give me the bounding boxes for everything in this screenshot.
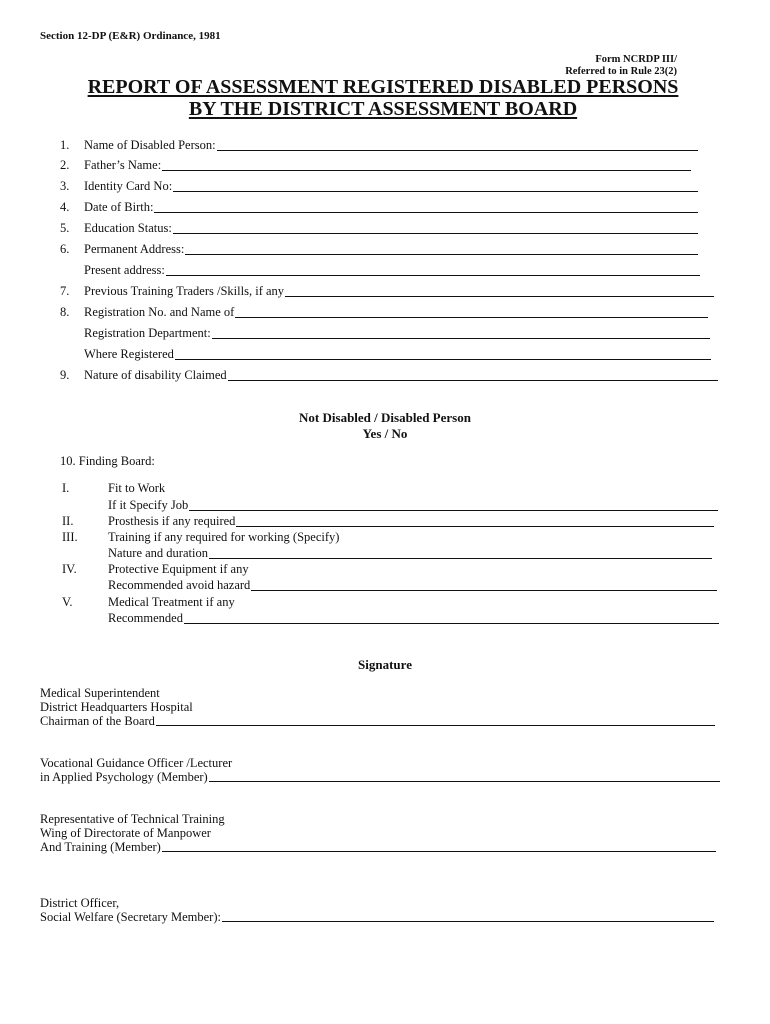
finding-item-label: Nature and duration	[108, 546, 208, 560]
yes-no-option[interactable]: Yes / No	[362, 426, 408, 441]
field-blank-line[interactable]	[184, 623, 719, 624]
roman-numeral: II.	[62, 514, 74, 528]
finding-fit-to-work[interactable]	[108, 497, 718, 513]
field-registration-no[interactable]	[60, 304, 708, 320]
field-number: 3.	[60, 179, 70, 193]
finding-item-label: Training if any required for working (Specify)	[108, 530, 340, 544]
finding-item-label: Prosthesis if any required	[108, 514, 236, 528]
field-label: Education Status:	[84, 221, 172, 235]
field-blank-line[interactable]	[173, 233, 698, 234]
signature-line[interactable]	[162, 851, 716, 852]
signatory-title-line: Wing of Directorate of Manpower	[40, 826, 211, 840]
field-blank-line[interactable]	[166, 275, 700, 276]
finding-prosthesis[interactable]	[108, 513, 714, 529]
field-blank-line[interactable]	[162, 170, 691, 171]
signatory-title-line: Vocational Guidance Officer /Lecturer	[40, 756, 233, 770]
signatory-title-line: And Training (Member)	[40, 840, 161, 854]
signatory-title-line: District Officer,	[40, 896, 120, 910]
title-line-2: BY THE DISTRICT ASSESSMENT BOARD	[188, 98, 578, 120]
finding-item-label: Medical Treatment if any	[108, 595, 235, 609]
field-label: Date of Birth:	[84, 200, 154, 214]
finding-item-label: Recommended avoid hazard	[108, 578, 251, 592]
field-blank-line[interactable]	[154, 212, 698, 213]
field-number: 1.	[60, 138, 70, 152]
signature-block-technical[interactable]	[40, 812, 716, 854]
signature-line[interactable]	[209, 781, 720, 782]
signature-line[interactable]	[222, 921, 714, 922]
field-label: Identity Card No:	[84, 179, 173, 193]
field-previous-training[interactable]	[60, 283, 714, 299]
field-blank-line[interactable]	[173, 191, 698, 192]
finding-medical-treatment[interactable]	[108, 610, 719, 626]
field-blank-line[interactable]	[212, 338, 710, 339]
section-reference: Section 12-DP (E&R) Ordinance, 1981	[40, 30, 221, 42]
field-label: Previous Training Traders /Skills, if any	[84, 284, 285, 298]
field-present-address[interactable]	[60, 262, 700, 278]
field-blank-line[interactable]	[189, 510, 718, 511]
signature-block-vocational[interactable]	[40, 756, 720, 784]
field-blank-line[interactable]	[175, 359, 711, 360]
field-identity-card[interactable]	[60, 178, 698, 194]
field-father-name[interactable]	[60, 157, 691, 173]
field-blank-line[interactable]	[209, 558, 712, 559]
field-blank-line[interactable]	[185, 254, 698, 255]
roman-numeral: V.	[62, 595, 73, 609]
roman-numeral: I.	[62, 481, 70, 495]
finding-item-label: Protective Equipment if any	[108, 562, 249, 576]
rule-reference: Referred to in Rule 23(2)	[565, 66, 677, 77]
field-label: Nature of disability Claimed	[84, 368, 227, 382]
field-label: Registration Department:	[84, 326, 211, 340]
field-label: Present address:	[84, 263, 165, 277]
signatory-title-line: Medical Superintendent	[40, 686, 160, 700]
field-number: 2.	[60, 158, 70, 172]
field-registration-department[interactable]	[60, 325, 710, 341]
field-label: Permanent Address:	[84, 242, 185, 256]
finding-training[interactable]	[108, 545, 712, 561]
field-label: Name of Disabled Person:	[84, 138, 216, 152]
field-blank-line[interactable]	[236, 526, 714, 527]
signature-heading: Signature	[358, 657, 412, 672]
finding-item-label: Recommended	[108, 611, 183, 625]
field-blank-line[interactable]	[235, 317, 708, 318]
field-number: 6.	[60, 242, 70, 256]
signatory-title-line: Representative of Technical Training	[40, 812, 225, 826]
page-title	[30, 76, 736, 120]
field-number: 9.	[60, 368, 70, 382]
form-number: Form NCRDP III/	[595, 54, 677, 65]
disability-status: Not Disabled / Disabled Person	[299, 410, 471, 425]
signatory-title-line: Social Welfare (Secretary Member):	[40, 910, 221, 924]
signatory-title-line: Chairman of the Board	[40, 714, 155, 728]
field-blank-line[interactable]	[251, 590, 717, 591]
finding-item-label: Fit to Work	[108, 481, 166, 495]
field-permanent-address[interactable]	[60, 241, 698, 257]
field-where-registered[interactable]	[60, 346, 711, 362]
field-blank-line[interactable]	[285, 296, 714, 297]
field-number: 5.	[60, 221, 70, 235]
signatory-title-line: District Headquarters Hospital	[40, 700, 193, 714]
signatory-title-line: in Applied Psychology (Member)	[40, 770, 208, 784]
finding-board-heading: 10. Finding Board:	[60, 454, 155, 468]
field-number: 7.	[60, 284, 70, 298]
field-number: 4.	[60, 200, 70, 214]
title-line-1: REPORT OF ASSESSMENT REGISTERED DISABLED PERSONS	[87, 76, 679, 98]
field-label: Where Registered	[84, 347, 174, 361]
field-education[interactable]	[60, 220, 698, 236]
field-date-of-birth[interactable]	[60, 199, 698, 215]
field-label: Registration No. and Name of	[84, 305, 235, 319]
form-reference	[565, 54, 677, 78]
field-blank-line[interactable]	[217, 150, 698, 151]
field-blank-line[interactable]	[228, 380, 718, 381]
finding-item-label: If it Specify Job	[108, 498, 189, 512]
field-nature-of-disability[interactable]	[60, 367, 718, 383]
finding-protective-equipment[interactable]	[108, 577, 717, 593]
field-number: 8.	[60, 305, 70, 319]
field-name[interactable]	[60, 137, 698, 153]
signature-line[interactable]	[156, 725, 715, 726]
field-label: Father’s Name:	[84, 158, 162, 172]
roman-numeral: IV.	[62, 562, 77, 576]
roman-numeral: III.	[62, 530, 78, 544]
signature-block-chairman[interactable]	[40, 686, 715, 728]
signature-block-district-officer[interactable]	[40, 896, 714, 924]
